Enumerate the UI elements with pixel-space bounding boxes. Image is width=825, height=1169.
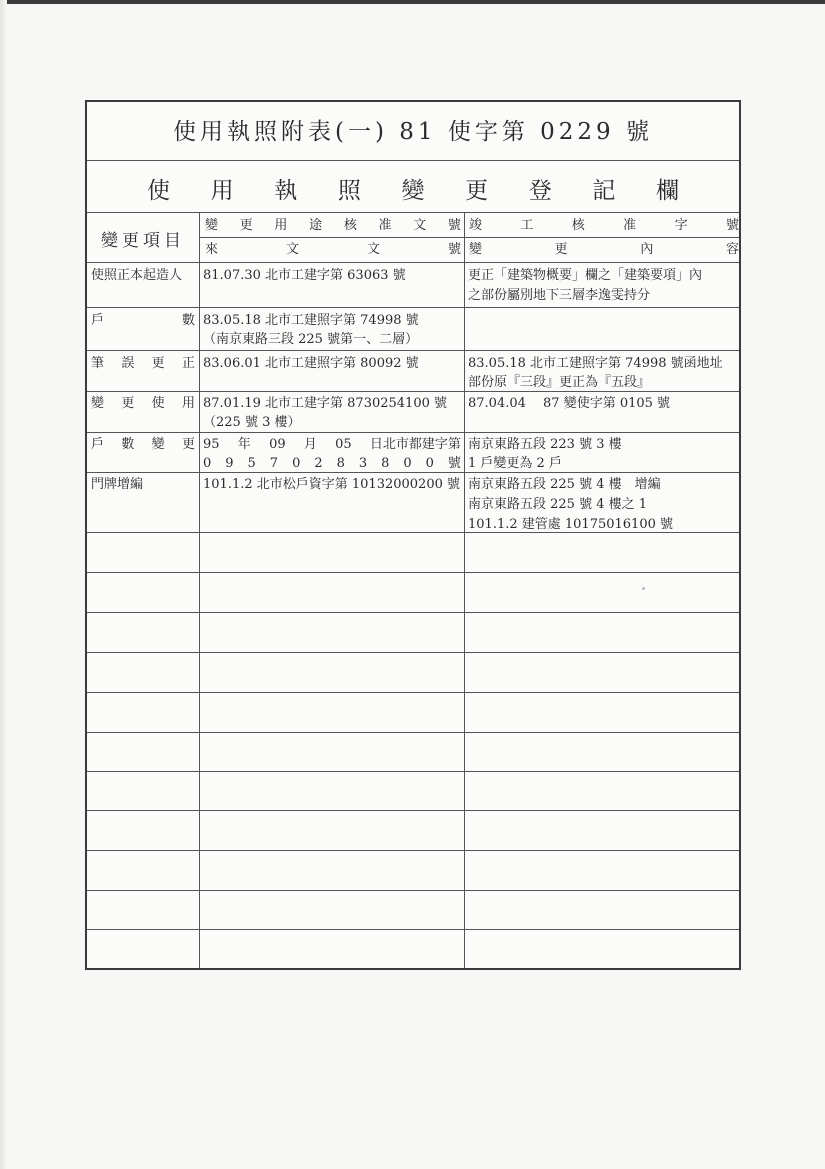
- row-divider: [87, 432, 739, 433]
- row-doc-token: 7: [269, 456, 279, 471]
- row-item-char: 正: [181, 356, 195, 371]
- row-doc-line: 83.05.18 北市工建照字第 74998 號: [203, 313, 419, 328]
- row-item-char: 變: [91, 396, 105, 411]
- row-doc-token: 95: [203, 437, 220, 452]
- divider: [199, 237, 739, 238]
- header-char: 文: [366, 242, 380, 257]
- section-title-char: 記: [592, 177, 616, 204]
- section-title-char: 使: [147, 177, 170, 204]
- row-item-char: 戶: [91, 313, 105, 328]
- row-divider: [87, 850, 739, 851]
- row-doc-token: 5: [247, 456, 256, 471]
- row-divider: [87, 692, 739, 693]
- header-char: 文: [285, 242, 299, 257]
- header-char: 核: [343, 218, 357, 233]
- header-source-doc: [205, 240, 461, 259]
- row-doc-token: 2: [314, 456, 323, 471]
- divider: [87, 262, 739, 263]
- row-doc-token: 8: [381, 456, 390, 471]
- divider: [87, 212, 739, 213]
- header-char: 來: [205, 242, 219, 257]
- section-title-char: 執: [274, 177, 298, 204]
- section-title-char: 變: [401, 177, 425, 204]
- row-item: 使照正本起造人: [91, 268, 183, 283]
- row-divider: [87, 890, 739, 891]
- row-doc-line: 87.01.19 北市工建字第 8730254100 號: [203, 396, 447, 411]
- row-item-char: 使: [151, 396, 165, 411]
- row-divider: [87, 612, 739, 613]
- row-content-line: 部份原『三段』更正為『五段』: [468, 375, 651, 390]
- header-char: 號: [725, 218, 739, 233]
- row-item-char: 筆: [91, 356, 105, 371]
- row-divider: [87, 810, 739, 811]
- row-content-line: 101.1.2 建管處 10175016100 號: [468, 517, 673, 532]
- row-item-char: 更: [181, 437, 195, 452]
- row-doc-token: 號: [447, 456, 461, 471]
- header-change-item: 變更項目: [101, 230, 185, 251]
- row-divider: [87, 771, 739, 772]
- header-char: 准: [378, 218, 392, 233]
- section-title-char: 照: [337, 177, 361, 204]
- row-doc-token: 09: [269, 437, 286, 452]
- header-char: 文: [413, 218, 427, 233]
- row-doc-token: 0: [425, 456, 434, 471]
- header-approval-doc: [205, 216, 461, 235]
- header-char: 更: [239, 218, 253, 233]
- row-doc-line: 81.07.30 北市工建字第 63063 號: [203, 268, 406, 283]
- row-item-char: 數: [121, 437, 135, 452]
- row-divider: [87, 572, 739, 573]
- row-item: [91, 394, 195, 413]
- column-divider: [199, 212, 200, 968]
- section-title-char: 欄: [656, 177, 679, 204]
- row-divider: [87, 391, 739, 392]
- row-content-line: 南京東路五段 225 號 4 樓 增編: [468, 477, 661, 492]
- header-char: 用: [274, 218, 288, 233]
- header-char: 准: [623, 218, 637, 233]
- header-char: 途: [309, 218, 323, 233]
- row-item-char: 更: [151, 356, 165, 371]
- row-item: [91, 311, 195, 330]
- scan-edge: [0, 0, 825, 4]
- header-char: 變: [205, 218, 219, 233]
- row-divider: [87, 472, 739, 473]
- row-doc-token: 月: [303, 437, 317, 452]
- row-divider: [87, 929, 739, 930]
- header-char: 字: [674, 218, 688, 233]
- row-divider: [87, 652, 739, 653]
- row-item-char: 戶: [91, 437, 105, 452]
- row-doc-token: 8: [336, 456, 345, 471]
- row-doc-line: 83.06.01 北市工建照字第 80092 號: [203, 356, 419, 371]
- row-doc-token: 9: [225, 456, 234, 471]
- header-change-content: [469, 240, 739, 259]
- row-doc-line: [203, 435, 461, 454]
- row-doc-line: （南京東路三段 225 號第一、二層）: [203, 332, 419, 347]
- row-divider: [87, 532, 739, 533]
- header-char: 更: [554, 242, 568, 257]
- scan-shadow: [0, 0, 7, 1169]
- row-item-char: 用: [181, 396, 195, 411]
- column-divider: [464, 212, 465, 968]
- row-item: [91, 354, 195, 373]
- row-divider: [87, 732, 739, 733]
- row-doc-token: 05: [335, 437, 352, 452]
- row-item-char: 數: [181, 313, 195, 328]
- row-content-line: 南京東路五段 223 號 3 樓: [468, 437, 622, 452]
- row-item-char: 誤: [121, 356, 135, 371]
- row-content-line: 之部份屬別地下三層李逸雯持分: [468, 288, 651, 303]
- header-char: 竣: [469, 218, 483, 233]
- header-char: 內: [640, 242, 654, 257]
- row-doc-token: 0: [292, 456, 301, 471]
- header-char: 工: [520, 218, 534, 233]
- section-title-char: 更: [465, 177, 489, 204]
- row-doc-token: 年: [237, 437, 251, 452]
- header-completion-no: [469, 216, 739, 235]
- row-content-line: 87.04.04 87 變使字第 0105 號: [468, 396, 671, 411]
- divider: [87, 160, 739, 161]
- row-doc-line: [203, 454, 461, 473]
- row-divider: [87, 307, 739, 308]
- row-content-line: 83.05.18 北市工建照字第 74998 號函地址: [468, 356, 723, 371]
- row-doc-line: 101.1.2 北市松戶資字第 10132000200 號: [203, 477, 460, 492]
- row-content-line: 南京東路五段 225 號 4 樓之 1: [468, 497, 648, 512]
- header-char: 變: [469, 242, 483, 257]
- row-doc-token: 0: [403, 456, 412, 471]
- usage-permit-attachment-table: [85, 100, 741, 970]
- row-item-char: 更: [121, 396, 135, 411]
- scan-speck: [642, 587, 645, 590]
- section-title-char: 登: [528, 177, 552, 204]
- page-title: 使用執照附表(一) 81 使字第 0229 號: [173, 119, 653, 145]
- row-doc-token: 3: [358, 456, 368, 471]
- row-divider: [87, 350, 739, 351]
- row-content-line: 更正「建築物概要」欄之「建築要項」內: [468, 268, 703, 283]
- header-char: 容: [725, 242, 739, 257]
- section-title-char: 用: [210, 177, 234, 204]
- header-char: 號: [447, 242, 461, 257]
- row-item: 門牌增編: [91, 477, 144, 492]
- header-char: 核: [571, 218, 585, 233]
- header-char: 號: [447, 218, 461, 233]
- section-title: [147, 168, 679, 208]
- row-content-line: 1 戶變更為 2 戶: [468, 456, 562, 471]
- row-doc-token: 0: [203, 456, 212, 471]
- row-item-char: 變: [151, 437, 165, 452]
- row-doc-line: （225 號 3 樓）: [203, 415, 301, 430]
- row-doc-token: 日北市都建字第: [369, 437, 461, 452]
- row-item: [91, 435, 195, 454]
